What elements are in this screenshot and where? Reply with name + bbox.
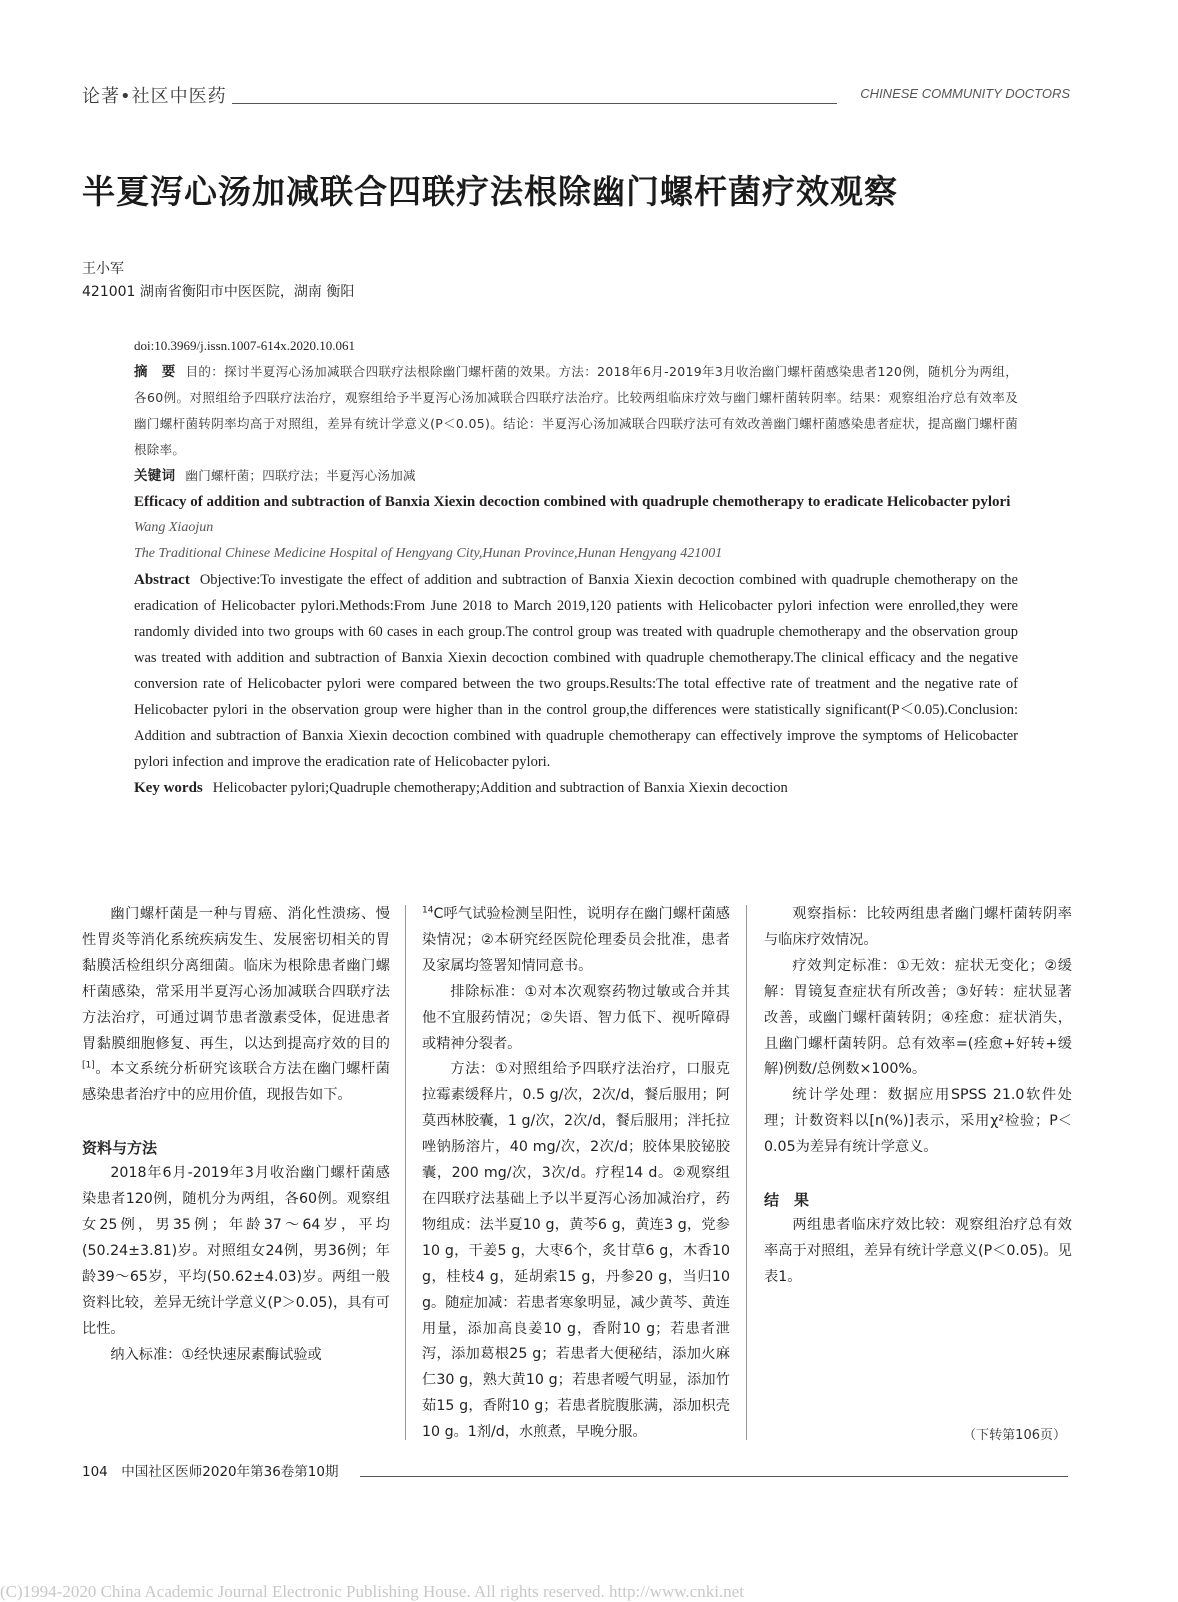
criteria-paragraph: 疗效判定标准：①无效：症状无变化；②缓解：胃镜复查症状有所改善；③好转：症状显著改善，或幽门螺杆菌转阴；④痊愈：症状消失，且幽门螺杆菌转阴。总有效率=(痊愈+好转+缓解)例数/总例数×100%。 — [764, 957, 1072, 1078]
doi: doi:10.3969/j.issn.1007-614x.2020.10.061 — [134, 338, 356, 353]
stats-paragraph: 统计学处理：数据应用SPSS 21.0软件处理；计数资料以[n(%)]表示，采用χ²检验；P＜0.05为差异有统计学意义。 — [764, 1087, 1072, 1156]
abstract-cn-text: 目的：探讨半夏泻心汤加减联合四联疗法根除幽门螺杆菌的效果。方法：2018年6月-2019年3月收治幽门螺杆菌感染患者120例，随机分为两组，各60例。对照组给予四联疗法治疗，观察组给予半夏泻心汤加减联合四联疗法治疗。比较两组临床疗效与幽门螺杆菌转阴率。结果：观察组治疗总有效率及幽门螺杆菌转阴率均高于对照组，差异有统计学意义(P＜0.05)。结论：半夏泻心汤加减联合四联疗法可有效改善幽门螺杆菌感染患者症状，提高幽门螺杆菌根除率。 — [134, 364, 1018, 457]
title-en: Efficacy of addition and subtraction of Banxia Xiexin decoction combined with quadruple chemotherapy to eradicate Helicobacter pylori — [134, 494, 1011, 510]
keywords-cn-label: 关键词 — [134, 468, 176, 484]
column-divider — [746, 905, 747, 1440]
keywords-cn-text: 幽门螺杆菌；四联疗法；半夏泻心汤加减 — [185, 468, 416, 483]
keywords-en-text: Helicobacter pylori;Quadruple chemotherapy;Addition and subtraction of Banxia Xiexin decoction — [212, 780, 788, 796]
abstract-block — [134, 333, 1018, 801]
body-column-2 — [422, 902, 730, 1446]
copyright-watermark: (C)1994-2020 China Academic Journal Electronic Publishing House. All rights reserved. http://www.cnki.net — [0, 1582, 744, 1601]
author: 王小军 — [82, 261, 124, 277]
continued-note: （下转第106页） — [963, 1428, 1066, 1443]
indicators-paragraph: 观察指标：比较两组患者幽门螺杆菌转阴率与临床疗效情况。 — [764, 906, 1072, 948]
results-paragraph: 两组患者临床疗效比较：观察组治疗总有效率高于对照组，差异有统计学意义(P＜0.05)。见表1。 — [764, 1217, 1072, 1285]
affiliation-en: The Traditional Chinese Medicine Hospital of Hengyang City,Hunan Province,Hunan Hengyang 421001 — [134, 546, 723, 561]
intro-text: 幽门螺杆菌是一种与胃癌、消化性溃疡、慢性胃炎等消化系统疾病发生、发展密切相关的胃黏膜活检组织分离细菌。临床为根除患者幽门螺杆菌感染，常采用半夏泻心汤加减联合四联疗法方法治疗，可通过调节患者激素受体，促进患者胃黏膜细胞修复、再生，以达到提高疗效的目的 — [82, 906, 390, 1052]
body-column-1 — [82, 902, 390, 1369]
intro-paragraph — [82, 902, 390, 1109]
methods-paragraph: 2018年6月-2019年3月收治幽门螺杆菌感染患者120例，随机分为两组，各60例。观察组女25例，男35例；年龄37～64岁，平均(50.24±3.81)岁。对照组女24例，男36例；年龄39～65岁，平均(50.62±4.03)岁。两组一般资料比较，差异无统计学意义(P＞0.05)，具有可比性。 — [82, 1165, 390, 1337]
keywords-en-label: Key words — [134, 780, 203, 796]
inclusion-start: 纳入标准：①经快速尿素酶试验或 — [110, 1346, 322, 1363]
page-info: 104 中国社区医师2020年第36卷第10期 — [82, 1464, 339, 1480]
author-en: Wang Xiaojun — [134, 520, 214, 535]
keywords-en — [134, 775, 1018, 801]
affiliation: 421001 湖南省衡阳市中医医院，湖南 衡阳 — [82, 284, 355, 300]
intro-tail: 。本文系统分析研究该联合方法在幽门螺杆菌感染患者治疗中的应用价值，现报告如下。 — [82, 1061, 390, 1104]
abstract-en-label: Abstract — [134, 572, 190, 588]
abstract-cn-label: 摘 要 — [134, 364, 176, 380]
abstract-en-text: Objective:To investigate the effect of addition and subtraction of Banxia Xiexin decoction combined with quadruple chemotherapy on the eradication of Helicobacter pylori.Methods:From June 2018 to March 2019,120 patients with Helicobacter pylori infection were enrolled,they were randomly divided into two groups with 60 cases in each group.The control group was treated with quadruple chemotherapy and the observation group was treated with addition and subtraction of Banxia Xiexin decoction combined with quadruple chemotherapy.The clinical efficacy and the negative conversion rate of Helicobacter pylori were compared between the two groups.Results:The total effective rate of treatment and the negative rate of Helicobacter pylori in the observation group were higher than in the control group,the differences were statistically significant(P＜0.05).Conclusion: Addition and subtraction of Banxia Xiexin decoction combined with quadruple chemotherapy can effectively improve the symptoms of Helicobacter pylori infection and improve the eradication rate of Helicobacter pylori. — [134, 572, 1018, 770]
footer-rule — [360, 1476, 1068, 1477]
inclusion-text: C呼气试验检测呈阳性，说明存在幽门螺杆菌感染情况；②本研究经医院伦理委员会批准，患者及家属均签署知情同意书。 — [422, 906, 730, 974]
section-label: 论著•社区中医药 — [82, 86, 227, 107]
method-paragraph: 方法：①对照组给予四联疗法治疗，口服克拉霉素缓释片，0.5 g/次，2次/d，餐后服用；阿莫西林胶囊，1 g/次，2次/d，餐后服用；泮托拉唑钠肠溶片，40 mg/次，2次/d；胶体果胶铋胶囊，200 mg/次，3次/d。疗程14 d。②观察组在四联疗法基础上予以半夏泻心汤加减治疗，药物组成：法半夏10 g，黄芩6 g，黄连3 g，党参10 g，干姜5 g，大枣6个，炙甘草6 g，木香10 g，桂枝4 g，延胡索15 g，丹参20 g，当归10 g。随症加减：若患者寒象明显，减少黄芩、黄连用量，添加高良姜10 g，香附10 g；若患者泄泻，添加葛根25 g；若患者大便秘结，添加火麻仁30 g，熟大黄10 g；若患者嗳气明显，添加竹茹15 g，香附10 g；若患者脘腹胀满，添加枳壳10 g。1剂/d，水煎煮，早晚分服。 — [422, 1061, 730, 1441]
reference-mark: [1] — [82, 1060, 95, 1071]
exclusion-paragraph: 排除标准：①对本次观察药物过敏或合并其他不宜服药情况；②失语、智力低下、视听障碍或精神分裂者。 — [422, 983, 730, 1052]
header-rule — [232, 103, 837, 104]
methods-heading: 资料与方法 — [82, 1139, 158, 1158]
inclusion-cont — [422, 902, 730, 980]
results-heading: 结 果 — [764, 1191, 810, 1210]
abstract-cn — [134, 359, 1018, 463]
body-column-3 — [764, 902, 1072, 1291]
isotope-mark: 14 — [422, 905, 434, 916]
journal-name: CHINESE COMMUNITY DOCTORS — [860, 86, 1070, 101]
column-divider — [405, 905, 406, 1440]
abstract-en — [134, 567, 1018, 775]
article-title: 半夏泻心汤加减联合四联疗法根除幽门螺杆菌疗效观察 — [82, 172, 898, 211]
keywords-cn — [134, 463, 1018, 489]
